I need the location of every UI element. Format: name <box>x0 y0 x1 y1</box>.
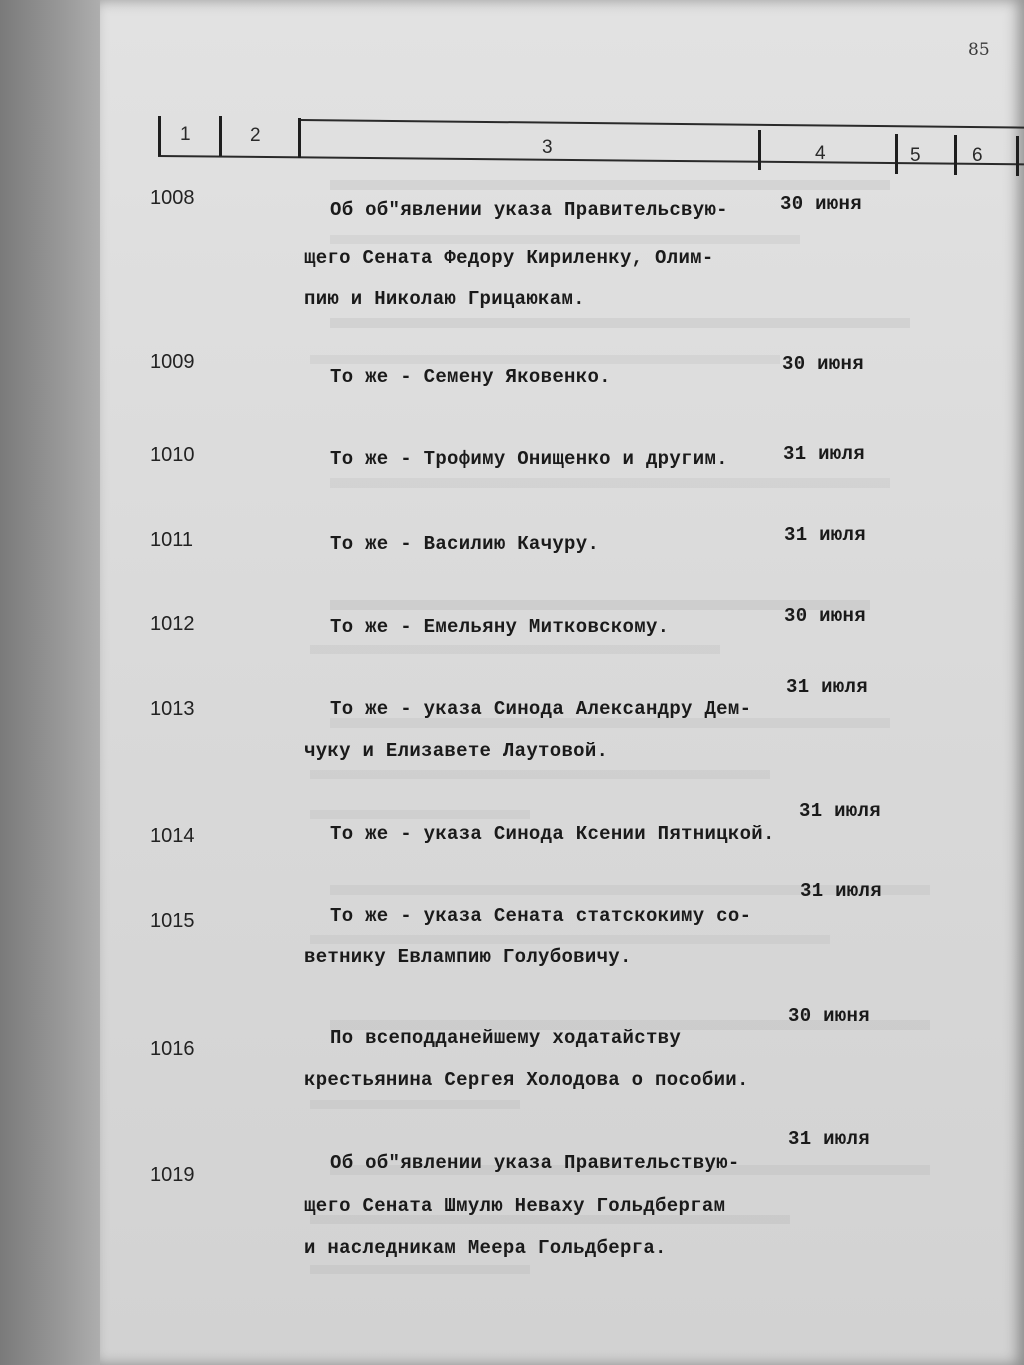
entry-text-line: То же - указа Синода Александру Дем- <box>330 698 752 720</box>
entry-date: 30 июня <box>784 605 866 627</box>
entry-number: 1011 <box>150 529 194 551</box>
entry-number: 1013 <box>150 698 195 720</box>
entry-date: 30 июня <box>780 193 862 215</box>
entry-date: 31 июля <box>788 1128 870 1150</box>
entry-text-line: То же - указа Сената статскокиму со- <box>330 905 752 927</box>
entry-date: 31 июля <box>786 676 868 698</box>
column-separator <box>954 135 957 175</box>
page-number: 85 <box>968 40 990 60</box>
entry-text-line: щего Сената Шмулю Неваху Гольдбергам <box>304 1195 726 1217</box>
entry-number: 1009 <box>150 351 195 373</box>
column-separator <box>219 116 222 156</box>
entry-number: 1014 <box>150 825 195 847</box>
entry-text-line: Об об"явлении указа Правительсвую- <box>330 199 728 221</box>
entry-text-line: То же - указа Синода Ксении Пятницкой. <box>330 823 775 845</box>
entry-text-line: крестьянина Сергея Холодова о пособии. <box>304 1069 749 1091</box>
entry-text-line: То же - Василию Качуру. <box>330 533 600 555</box>
entry-date: 30 июня <box>782 353 864 375</box>
column-separator <box>758 130 761 170</box>
entry-text-line: и наследникам Меера Гольдберга. <box>304 1237 667 1259</box>
entry-text-line: По всеподданейшему ходатайству <box>330 1027 682 1049</box>
column-label-4: 4 <box>815 143 826 164</box>
entry-text-line: чуку и Елизавете Лаутовой. <box>304 740 609 762</box>
entry-text-line: Об об"явлении указа Правительствую- <box>330 1152 740 1174</box>
column-label-3: 3 <box>542 137 553 158</box>
entry-date: 31 июля <box>800 880 882 902</box>
entry-text-line: щего Сената Федору Кириленку, Олим- <box>304 247 714 269</box>
column-separator <box>1016 136 1019 176</box>
entry-date: 31 июля <box>799 800 881 822</box>
column-separator <box>298 118 301 158</box>
column-label-6: 6 <box>972 145 983 166</box>
entry-number: 1012 <box>150 613 195 635</box>
entry-number: 1010 <box>150 444 195 466</box>
entry-text-line: То же - Семену Яковенко. <box>330 366 611 388</box>
column-label-2: 2 <box>250 125 261 146</box>
entry-number: 1019 <box>150 1164 195 1186</box>
entry-text-line: ветнику Евлампию Голубовичу. <box>304 946 632 968</box>
entry-number: 1016 <box>150 1038 195 1060</box>
entry-number: 1015 <box>150 910 195 932</box>
entry-date: 30 июня <box>788 1005 870 1027</box>
column-label-1: 1 <box>180 124 191 145</box>
column-separator <box>158 116 161 156</box>
entry-text-line: То же - Емельяну Митковскому. <box>330 616 670 638</box>
column-label-5: 5 <box>910 145 921 166</box>
entry-date: 31 июля <box>783 443 865 465</box>
entry-text-line: пию и Николаю Грицаюкам. <box>304 288 585 310</box>
column-separator <box>895 134 898 174</box>
entry-date: 31 июля <box>784 524 866 546</box>
entry-text-line: То же - Трофиму Онищенко и другим. <box>330 448 728 470</box>
entry-number: 1008 <box>150 187 195 209</box>
